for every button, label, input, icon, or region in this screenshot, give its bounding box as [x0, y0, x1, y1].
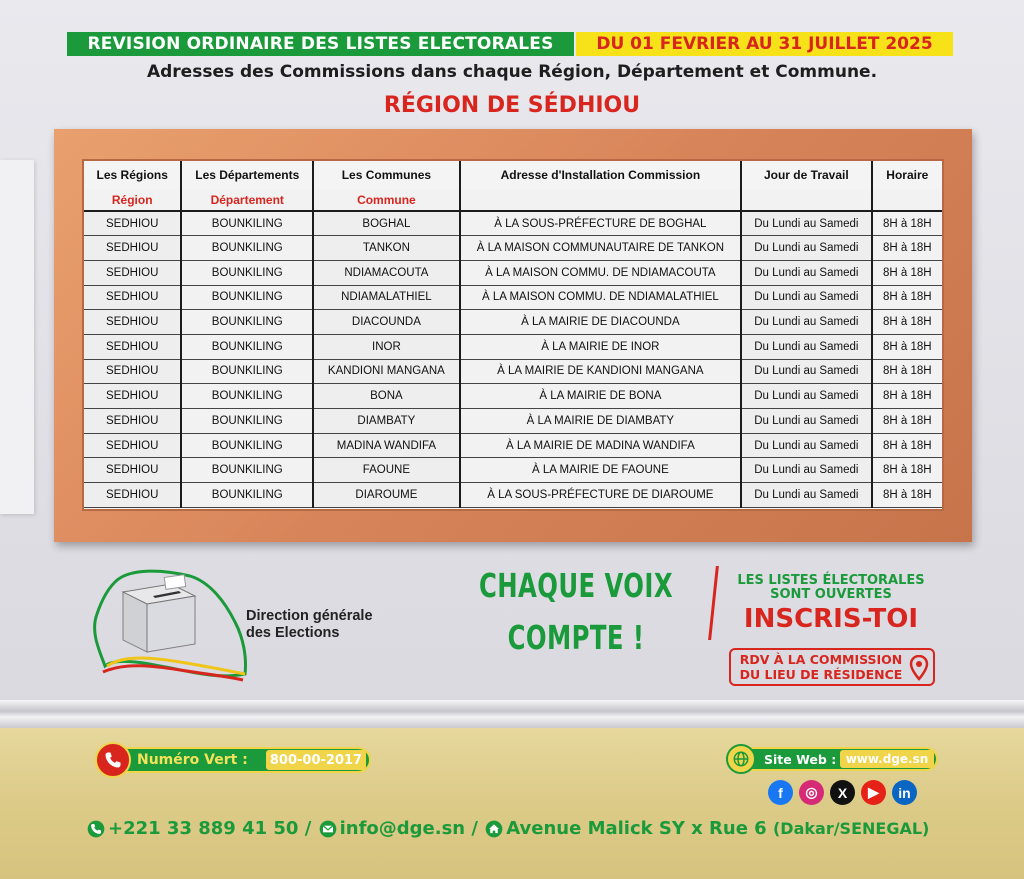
- email-icon: [318, 819, 338, 839]
- lists-open-line2: SONT OUVERTES: [770, 587, 892, 602]
- youtube-icon[interactable]: ▶: [861, 780, 886, 805]
- cell-horaire: 8H à 18H: [872, 285, 942, 310]
- cell-departement: BOUNKILING: [181, 285, 313, 310]
- globe-icon: [726, 744, 756, 774]
- dge-logo: [85, 562, 255, 687]
- cell-commune: NDIAMALATHIEL: [313, 285, 460, 310]
- region-title: RÉGION DE SÉDHIOU: [383, 93, 641, 118]
- cell-commune: FAOUNE: [313, 458, 460, 483]
- table-row: [84, 409, 942, 434]
- cell-departement: BOUNKILING: [181, 334, 313, 359]
- shelf-divider: [0, 700, 1024, 728]
- revision-banner: REVISION ORDINAIRE DES LISTES ELECTORALES: [67, 32, 574, 56]
- cell-horaire: 8H à 18H: [872, 458, 942, 483]
- cell-region: SEDHIOU: [84, 359, 181, 384]
- cell-departement: BOUNKILING: [181, 260, 313, 285]
- table-row: [84, 310, 942, 335]
- table-row: [84, 433, 942, 458]
- cell-departement: BOUNKILING: [181, 483, 313, 508]
- cell-jour: Du Lundi au Samedi: [741, 384, 872, 409]
- cell-horaire: 8H à 18H: [872, 409, 942, 434]
- phone-icon: [95, 742, 131, 778]
- cell-jour: Du Lundi au Samedi: [741, 211, 872, 236]
- table-row: [84, 211, 942, 236]
- org-name: [246, 608, 373, 642]
- cell-region: SEDHIOU: [84, 334, 181, 359]
- commissions-table: [84, 161, 942, 508]
- cell-adresse: À LA MAIRIE DE BONA: [460, 384, 741, 409]
- table-header-row: [84, 161, 942, 189]
- cell-region: SEDHIOU: [84, 236, 181, 261]
- cell-commune: DIACOUNDA: [313, 310, 460, 335]
- street-address: Avenue Malick SY x Rue 6: [506, 818, 767, 839]
- table-row: [84, 334, 942, 359]
- cell-adresse: À LA MAISON COMMU. DE NDIAMACOUTA: [460, 260, 741, 285]
- title-banner: [0, 32, 1024, 58]
- cell-region: SEDHIOU: [84, 384, 181, 409]
- website-label: Site Web :: [764, 752, 837, 767]
- date-range-banner: DU 01 FEVRIER AU 31 JUILLET 2025: [576, 32, 953, 56]
- subheader-departement: Département: [181, 189, 313, 211]
- table-row: [84, 236, 942, 261]
- org-name-line2: des Elections: [246, 625, 340, 641]
- table-subheader-row: [84, 189, 942, 211]
- cell-horaire: 8H à 18H: [872, 260, 942, 285]
- website-pill: [726, 744, 940, 774]
- cell-jour: Du Lundi au Samedi: [741, 359, 872, 384]
- subtitle: Adresses des Commissions dans chaque Région, Département et Commune.: [146, 62, 878, 82]
- org-name-line1: Direction générale: [246, 608, 373, 624]
- cell-jour: Du Lundi au Samedi: [741, 310, 872, 335]
- register-cta: INSCRIS-TOI: [743, 604, 919, 634]
- subheader-empty: [741, 189, 872, 211]
- cell-adresse: À LA MAIRIE DE DIACOUNDA: [460, 310, 741, 335]
- cell-jour: Du Lundi au Samedi: [741, 409, 872, 434]
- header-jour: Jour de Travail: [741, 161, 872, 189]
- cell-region: SEDHIOU: [84, 483, 181, 508]
- lists-open-text: [726, 574, 936, 602]
- cell-horaire: 8H à 18H: [872, 483, 942, 508]
- phone-number[interactable]: +221 33 889 41 50 /: [108, 818, 312, 839]
- cell-departement: BOUNKILING: [181, 211, 313, 236]
- subheader-commune: Commune: [313, 189, 460, 211]
- location-pin-icon: [909, 655, 929, 681]
- rdv-line2: DU LIEU DE RÉSIDENCE: [739, 667, 903, 682]
- cell-commune: DIAROUME: [313, 483, 460, 508]
- green-number[interactable]: 800-00-2017: [266, 750, 366, 770]
- table-frame: [54, 129, 972, 542]
- social-links: [768, 780, 917, 805]
- subheader-empty: [872, 189, 942, 211]
- cell-adresse: À LA SOUS-PRÉFECTURE DE BOGHAL: [460, 211, 741, 236]
- website-link[interactable]: www.dge.sn: [840, 750, 934, 768]
- cell-jour: Du Lundi au Samedi: [741, 285, 872, 310]
- cell-jour: Du Lundi au Samedi: [741, 483, 872, 508]
- address-city: (Dakar/SENEGAL): [772, 819, 930, 838]
- divider: [708, 566, 719, 640]
- cell-commune: NDIAMACOUTA: [313, 260, 460, 285]
- table-row: [84, 458, 942, 483]
- cell-region: SEDHIOU: [84, 211, 181, 236]
- cell-adresse: À LA MAIRIE DE FAOUNE: [460, 458, 741, 483]
- cell-departement: BOUNKILING: [181, 359, 313, 384]
- cell-adresse: À LA MAISON COMMU. DE NDIAMALATHIEL: [460, 285, 741, 310]
- cell-horaire: 8H à 18H: [872, 211, 942, 236]
- cell-jour: Du Lundi au Samedi: [741, 334, 872, 359]
- cell-commune: BOGHAL: [313, 211, 460, 236]
- instagram-icon[interactable]: ◎: [799, 780, 824, 805]
- cell-commune: INOR: [313, 334, 460, 359]
- cell-adresse: À LA MAISON COMMUNAUTAIRE DE TANKON: [460, 236, 741, 261]
- cell-commune: KANDIONI MANGANA: [313, 359, 460, 384]
- lists-open-line1: LES LISTES ÉLECTORALES: [737, 573, 925, 588]
- cell-region: SEDHIOU: [84, 458, 181, 483]
- table-row: [84, 260, 942, 285]
- cell-horaire: 8H à 18H: [872, 384, 942, 409]
- table-row: [84, 359, 942, 384]
- x-icon[interactable]: X: [830, 780, 855, 805]
- cell-jour: Du Lundi au Samedi: [741, 236, 872, 261]
- cell-adresse: À LA MAIRIE DE MADINA WANDIFA: [460, 433, 741, 458]
- cell-adresse: À LA SOUS-PRÉFECTURE DE DIAROUME: [460, 483, 741, 508]
- email-address[interactable]: info@dge.sn /: [339, 818, 478, 839]
- cell-region: SEDHIOU: [84, 260, 181, 285]
- cell-horaire: 8H à 18H: [872, 334, 942, 359]
- cell-jour: Du Lundi au Samedi: [741, 260, 872, 285]
- side-panel: [0, 160, 34, 514]
- cell-adresse: À LA MAIRIE DE DIAMBATY: [460, 409, 741, 434]
- slogan: [452, 560, 700, 664]
- cell-horaire: 8H à 18H: [872, 236, 942, 261]
- cell-commune: BONA: [313, 384, 460, 409]
- linkedin-icon[interactable]: in: [892, 780, 917, 805]
- cell-region: SEDHIOU: [84, 285, 181, 310]
- cell-departement: BOUNKILING: [181, 310, 313, 335]
- table-row: [84, 285, 942, 310]
- table-row: [84, 483, 942, 508]
- slogan-line1: CHAQUE VOIX: [478, 566, 674, 605]
- cell-horaire: 8H à 18H: [872, 433, 942, 458]
- cell-adresse: À LA MAIRIE DE INOR: [460, 334, 741, 359]
- table-row: [84, 384, 942, 409]
- header-horaire: Horaire: [872, 161, 942, 189]
- cell-departement: BOUNKILING: [181, 236, 313, 261]
- header-departements: Les Départements: [181, 161, 313, 189]
- phone-icon: [86, 819, 106, 839]
- contact-line: [86, 818, 986, 839]
- slogan-line2: COMPTE !: [507, 618, 645, 657]
- table-container: [82, 159, 944, 511]
- cell-commune: TANKON: [313, 236, 460, 261]
- green-number-pill: [95, 742, 375, 778]
- home-icon: [484, 819, 504, 839]
- cell-commune: MADINA WANDIFA: [313, 433, 460, 458]
- header-regions: Les Régions: [84, 161, 181, 189]
- subheader-empty: [460, 189, 741, 211]
- facebook-icon[interactable]: f: [768, 780, 793, 805]
- cell-region: SEDHIOU: [84, 409, 181, 434]
- cell-jour: Du Lundi au Samedi: [741, 433, 872, 458]
- subheader-region: Région: [84, 189, 181, 211]
- cell-horaire: 8H à 18H: [872, 310, 942, 335]
- cell-adresse: À LA MAIRIE DE KANDIONI MANGANA: [460, 359, 741, 384]
- cell-departement: BOUNKILING: [181, 433, 313, 458]
- senegal-map-ballot-box-icon: [85, 562, 255, 687]
- cell-horaire: 8H à 18H: [872, 359, 942, 384]
- header-adresse: Adresse d'Installation Commission: [460, 161, 741, 189]
- cell-departement: BOUNKILING: [181, 384, 313, 409]
- cell-commune: DIAMBATY: [313, 409, 460, 434]
- cell-departement: BOUNKILING: [181, 458, 313, 483]
- cell-region: SEDHIOU: [84, 433, 181, 458]
- rdv-box: [729, 648, 935, 686]
- cell-jour: Du Lundi au Samedi: [741, 458, 872, 483]
- cell-region: SEDHIOU: [84, 310, 181, 335]
- green-number-label: Numéro Vert :: [137, 752, 248, 768]
- header-communes: Les Communes: [313, 161, 460, 189]
- cell-departement: BOUNKILING: [181, 409, 313, 434]
- rdv-line1: RDV À LA COMMISSION: [739, 652, 903, 667]
